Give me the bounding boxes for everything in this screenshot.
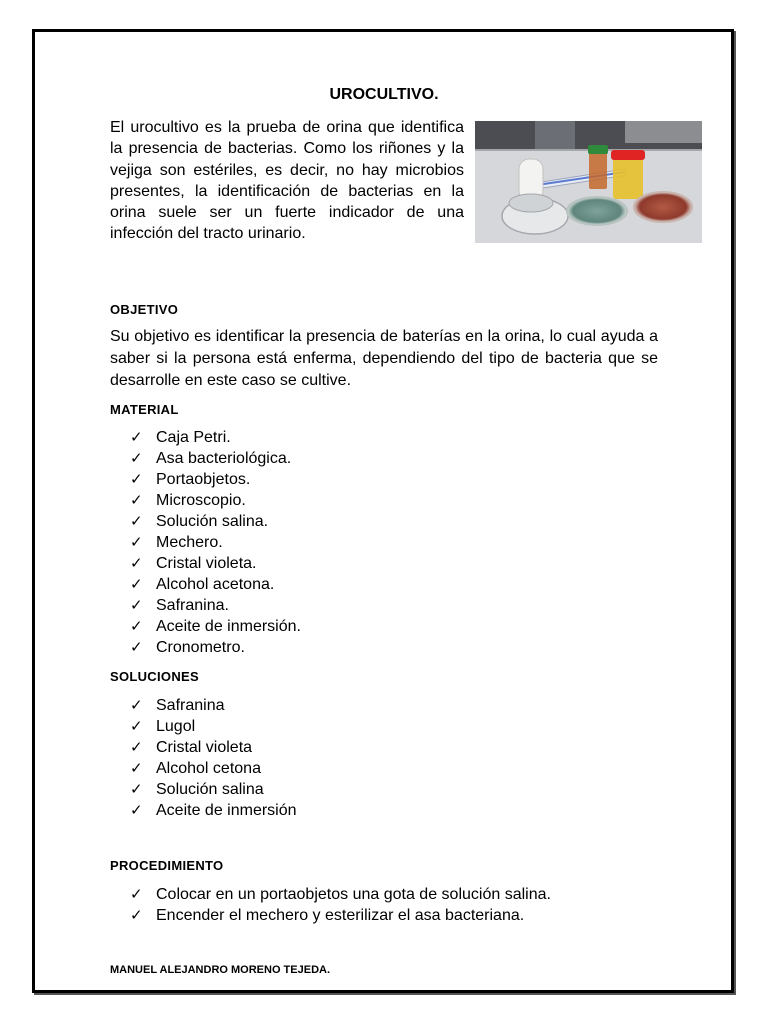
list-item: ✓ Safranina. [130,597,229,614]
lab-photo-illustration [475,121,702,243]
list-item: ✓ Cristal violeta [130,739,253,756]
list-item: ✓ Cristal violeta. [130,555,257,572]
list-item: ✓ Solución salina [130,781,264,798]
checkmark-icon: ✓ [130,450,143,467]
list-item: ✓ Encender el mechero y esterilizar el asa bacteriana. [130,907,525,924]
objective-text: Su objetivo es identificar la presencia de baterías en la orina, lo cual ayuda a saber si la persona está enferma, dependiendo del tipo de bacteria que se desarrolle en este caso se cultive. [110,328,658,389]
list-item: ✓ Alcohol acetona. [130,576,275,593]
list-item: ✓ Portaobjetos. [130,471,251,488]
list-item: ✓ Lugol [130,718,196,735]
checkmark-icon: ✓ [130,597,143,614]
checkmark-icon: ✓ [130,739,143,756]
checkmark-icon: ✓ [130,760,143,777]
material-list [130,427,301,658]
list-item: ✓ Solución salina. [130,513,269,530]
list-item: ✓ Mechero. [130,534,223,551]
checkmark-icon: ✓ [130,618,143,635]
list-item: ✓ Microscopio. [130,492,246,509]
list-item: ✓ Asa bacteriológica. [130,450,292,467]
checkmark-icon: ✓ [130,555,143,572]
procedimiento-heading: PROCEDIMIENTO [110,858,224,873]
author-footer: MANUEL ALEJANDRO MORENO TEJEDA. [110,964,331,976]
list-item: ✓ Cronometro. [130,639,245,656]
material-heading: MATERIAL [110,402,179,417]
checkmark-icon: ✓ [130,886,143,903]
list-item: ✓ Aceite de inmersión. [130,618,301,635]
checkmark-icon: ✓ [130,718,143,735]
checkmark-icon: ✓ [130,513,143,530]
checkmark-icon: ✓ [130,781,143,798]
checkmark-icon: ✓ [130,492,143,509]
list-item: ✓ Aceite de inmersión [130,802,297,819]
soluciones-heading: SOLUCIONES [110,669,199,684]
checkmark-icon: ✓ [130,802,143,819]
checkmark-icon: ✓ [130,907,143,924]
procedimiento-list [130,884,551,926]
lab-photo [475,121,702,243]
checkmark-icon: ✓ [130,471,143,488]
list-item: ✓ Alcohol cetona [130,760,261,777]
intro-paragraph: El urocultivo es la prueba de orina que identifica la presencia de bacterias. Como los riñones y la vejiga son estériles, es decir, no hay microbios presentes, la identificación de bacterias en la orina suele ser un fuerte indicador de una infección del tracto urinario. [110,119,464,243]
checkmark-icon: ✓ [130,697,143,714]
checkmark-icon: ✓ [130,576,143,593]
list-item: ✓ Colocar en un portaobjetos una gota de solución salina. [130,886,551,903]
checkmark-icon: ✓ [130,534,143,551]
document-title: UROCULTIVO. [329,86,439,103]
list-item: ✓ Caja Petri. [130,429,231,446]
list-item: ✓ Safranina [130,697,225,714]
objective-heading: OBJETIVO [110,302,179,317]
checkmark-icon: ✓ [130,429,143,446]
soluciones-list [130,695,297,821]
checkmark-icon: ✓ [130,639,143,656]
